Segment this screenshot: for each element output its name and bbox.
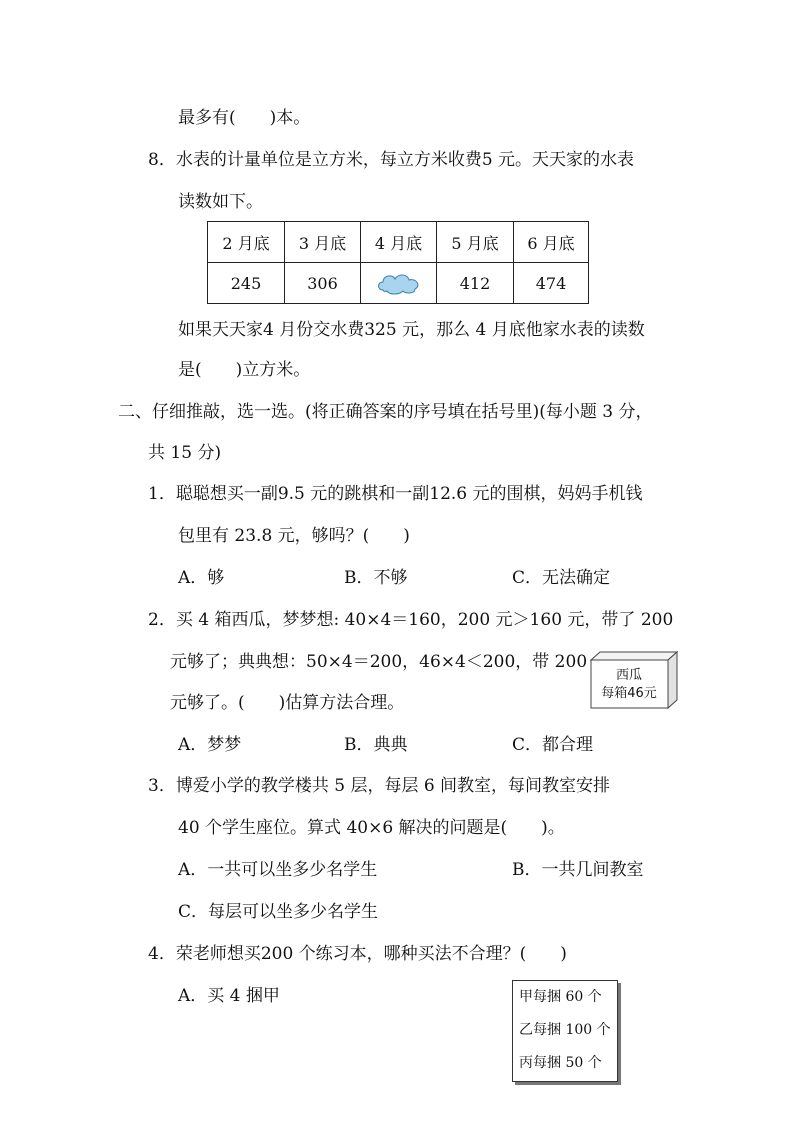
s2q3-option-c[interactable]: C．每层可以坐多少名学生 [178,902,379,922]
s2q2-line2: 元够了；典典想：50×4＝200，46×4＜200，带 200 [170,652,588,672]
price-line-yi: 乙每捆 100 个 [519,1022,611,1038]
s2q4-option-a[interactable]: A．买 4 捆甲 [178,986,280,1006]
s2q1-option-c[interactable]: C．无法确定 [512,568,611,588]
s2q2-line1: 2．买 4 箱西瓜，梦梦想: 40×4＝160，200 元＞160 元，带了 200 [148,610,674,630]
s2q1-option-a[interactable]: A．够 [178,568,225,588]
s2q2-option-b[interactable]: B．典典 [344,735,408,755]
box-label-line2: 每箱46元 [601,686,657,701]
q8-stem-line1: 8．水表的计量单位是立方米，每立方米收费5 元。天天家的水表 [148,150,635,170]
s2q2-line3: 元够了。( )估算方法合理。 [170,693,405,713]
value-may: 412 [437,263,514,304]
s2q2-option-c[interactable]: C．都合理 [512,735,594,755]
watermelon-box-illustration [590,650,678,710]
header-may: 5 月底 [437,222,514,263]
s2q3-line1: 3．博爱小学的教学楼共 5 层，每层 6 间教室，每间教室安排 [148,776,611,796]
section2-heading-line2: 共 15 分) [148,443,222,463]
value-apr-hidden [361,263,437,304]
s2q2-option-a[interactable]: A．梦梦 [178,735,242,755]
s2q4-line1: 4．荣老师想买200 个练习本，哪种买法不合理？( ) [148,944,567,964]
cloud-icon [375,270,423,296]
s2q3-line2: 40 个学生座位。算式 40×6 解决的问题是( )。 [178,818,565,838]
s2q1-line1: 1．聪聪想买一副9.5 元的跳棋和一副12.6 元的围棋，妈妈手机钱 [148,484,643,504]
s2q1-line2: 包里有 23.8 元，够吗？( ) [178,526,410,546]
header-feb: 2 月底 [208,222,285,263]
notebook-price-box [512,980,618,1082]
s2q3-option-b[interactable]: B．一共几间教室 [512,860,644,880]
water-meter-table [207,221,589,304]
box-label-line1: 西瓜 [615,668,642,683]
price-line-bing: 丙每捆 50 个 [519,1055,602,1071]
value-mar: 306 [285,263,361,304]
header-apr: 4 月底 [361,222,437,263]
value-jun: 474 [514,263,589,304]
q8-stem-line2: 读数如下。 [178,192,263,212]
q8-stem-line4: 是( )立方米。 [178,360,311,380]
value-feb: 245 [208,263,285,304]
price-line-jia: 甲每捆 60 个 [519,989,602,1005]
q7-tail: 最多有( )本。 [178,108,311,128]
section2-heading-line1: 二、仔细推敲，选一选。(将正确答案的序号填在括号里)(每小题 3 分， [118,402,653,422]
table-value-row [208,263,589,304]
s2q1-option-b[interactable]: B．不够 [344,568,408,588]
header-jun: 6 月底 [514,222,589,263]
header-mar: 3 月底 [285,222,361,263]
s2q3-option-a[interactable]: A．一共可以坐多少名学生 [178,860,378,880]
table-header-row [208,222,589,263]
q8-stem-line3: 如果天天家4 月份交水费325 元，那么 4 月底他家水表的读数 [178,320,645,340]
